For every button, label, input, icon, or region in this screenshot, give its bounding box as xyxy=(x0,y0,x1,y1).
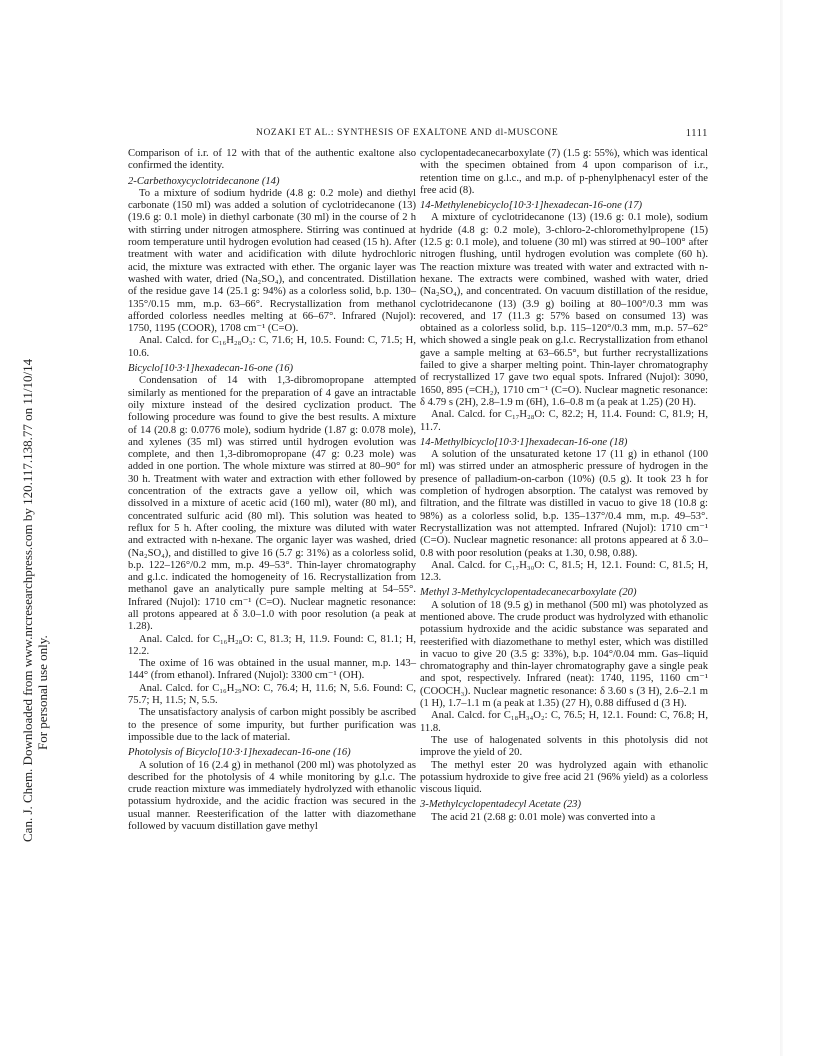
body-paragraph: A solution of 16 (2.4 g) in methanol (200 ml) was photolyzed as described for the photolysis of 4 while monitoring by g.l.c. The crude reaction mixture was immediately hydrolyzed with ethanolic potassium hydroxide, and the acidic fraction was secured in the usual manner. Reesterification of the latter with diazomethane followed by vacuum distillation gave methyl xyxy=(128,759,416,833)
scan-edge xyxy=(780,0,783,1056)
section-heading: 14-Methylbicyclo[10·3·1]hexadecan-16-one (18) xyxy=(420,436,628,448)
body-paragraph: A solution of the unsaturated ketone 17 (11 g) in ethanol (100 ml) was stirred under an atmospheric pressure of hydrogen in the presence of palladium-on-carbon (10%) (0.5 g). It took 23 h for completion of hydrogen absorption. The catalyst was removed by filtration, and the filtrate was distilled in vacuo to give 18 (10.8 g: 98%) as a colorless solid, b.p. 135–137°/0.4 mm, m.p. 49–53°. Recrystallization was not attempted. Infrared (Nujol): 1710 cm⁻¹ (C=O). Nuclear magnetic resonance: all protons appeared at δ 3.0–0.8 with poor resolution (peaks at 1.30, 0.98, 0.88). xyxy=(420,449,708,559)
body-paragraph: Anal. Calcd. for C₁₇H₂₈O: C, 82.2; H, 11.4. Found: C, 81.9; H, 11.7. xyxy=(420,409,708,433)
running-title: NOZAKI ET AL.: SYNTHESIS OF EXALTONE AND dl-MUSCONE xyxy=(256,128,559,138)
body-paragraph: The methyl ester 20 was hydrolyzed again with ethanolic potassium hydroxide to give free acid 21 (96% yield) as a colorless viscous liquid. xyxy=(420,759,708,796)
body-paragraph: Anal. Calcd. for C₁₆H₂₈O₃: C, 71.6; H, 10.5. Found: C, 71.5; H, 10.6. xyxy=(128,335,416,359)
section-heading: Methyl 3-Methylcyclopentadecanecarboxylate (20) xyxy=(420,587,637,599)
body-paragraph: To a mixture of sodium hydride (4.8 g: 0.2 mole) and diethyl carbonate (150 ml) was added a solution of cyclotridecanone (13) (19.6 g: 0.1 mole) in diethyl carbonate (30 ml) in the course of 2 h with stirring under nitrogen atmosphere. Stirring was continued at room temperature until hydrogen evolution had ceased (15 h). After treatment with water and acidification with dilute hydrochloric acid, the mixture was extracted with ether. The organic layer was washed with water, dried (Na₂SO₄), and concentrated. Distillation of the residue gave 14 (25.1 g: 94%) as a colorless solid, b.p. 130–135°/0.15 mm, m.p. 63–66°. Recrystallization from methanol afforded colorless needles melting at 66–67°. Infrared (Nujol): 1750, 1195 (COOR), 1708 cm⁻¹ (C=O). xyxy=(128,187,416,335)
section-heading: Bicyclo[10·3·1]hexadecan-16-one (16) xyxy=(128,363,294,375)
page-header xyxy=(128,128,708,142)
right-column xyxy=(420,148,708,824)
section-heading: 3-Methylcyclopentadecyl Acetate (23) xyxy=(420,799,581,811)
body-paragraph: Comparison of i.r. of 12 with that of the authentic exaltone also confirmed the identity. xyxy=(128,148,416,172)
body-paragraph: A mixture of cyclotridecanone (13) (19.6 g: 0.1 mole), sodium hydride (4.8 g: 0.2 mole), 3-chloro-2-chloromethylpropene (15) (12.5 g: 0.1 mole), and toluene (30 ml) was stirred at 90–100° after nitrogen flushing, until hydrogen evolution was complete (60 h). The reaction mixture was treated with water and extracted with n-hexane. The extracts were combined, washed with water, dried (Na₂SO₄), and concentrated. On vacuum distillation of the residue, cyclotridecanone (13) (3.9 g) boiling at 80–100°/0.3 mm was recovered, and 17 (11.3 g: 57% based on consumed 13) was obtained as a colorless solid, b.p. 115–120°/0.3 mm, m.p. 57–62° which showed a single peak on g.l.c. Recrystallization from ethanol gave a sample melting at 63–66.5°, but further recrystallizations failed to give a sharper melting point. Thin-layer chromatography of recrystallized 17 gave two equal spots. Infrared (Nujol): 3090, 1650, 895 (=CH₂), 1710 cm⁻¹ (C=O). Nuclear magnetic resonance: δ 4.79 s (2H), 2.8–1.9 m (6H), 1.6–0.8 m (a peak at 1.25) (20 H). xyxy=(420,212,708,408)
body-paragraph: The use of halogenated solvents in this photolysis did not improve the yield of 20. xyxy=(420,734,708,759)
download-watermark xyxy=(20,359,50,842)
body-paragraph: Anal. Calcd. for C₁₆H₂₈O: C, 81.3; H, 11.9. Found: C, 81.1; H, 12.2. xyxy=(128,633,416,657)
body-paragraph: The oxime of 16 was obtained in the usual manner, m.p. 143–144° (from ethanol). Infrared (Nujol): 3300 cm⁻¹ (OH). xyxy=(128,658,416,682)
watermark-line-1: Can. J. Chem. Downloaded from www.nrcresearchpress.com by 120.117.138.77 on 11/10/14 xyxy=(20,358,35,842)
body-paragraph: Anal. Calcd. for C₁₈H₃₄O₂: C, 76.5; H, 12.1. Found: C, 76.8; H, 11.8. xyxy=(420,710,708,734)
body-paragraph: Condensation of 14 with 1,3-dibromopropane attempted similarly as mentioned for the preparation of 4 gave an intractable oily mixture instead of the desired cyclization product. The following procedure was found to give the best results. A mixture of 14 (20.8 g: 0.0776 mole), sodium hydride (1.87 g: 0.078 mole), and xylenes (35 ml) was stirred until hydrogen evolution was complete, and then 1,3-dibromopropane (47 g: 0.23 mole) was added in one portion. The whole mixture was stirred at 80–90° for 30 h. Treatment with water and extraction with ether followed by concentration of the extracts gave a yellow oil, which was dissolved in a mixture of acetic acid (160 ml), water (80 ml), and concentrated sulfuric acid (80 ml). This solution was heated to reflux for 5 h. After cooling, the mixture was diluted with water and extracted with n-hexane. The organic layer was washed, dried (Na₂SO₄), and distilled to give 16 (5.7 g: 31%) as a colorless solid, b.p. 122–126°/0.2 mm, m.p. 49–53°. Thin-layer chromatography and g.l.c. indicated the homogeneity of 16. Recrystallization from methanol gave an analytically pure sample melting at 54–55°. Infrared (Nujol): 1710 cm⁻¹ (C=O). Nuclear magnetic resonance: all protons appeared at δ 3.0–1.0 with poor resolution (a peak at 1.28). xyxy=(128,375,416,633)
body-paragraph: A solution of 18 (9.5 g) in methanol (500 ml) was photolyzed as mentioned above. The crude product was hydrolyzed with ethanolic potassium hydroxide and the acidic substance was separated and reesterified with diazomethane to methyl ester, which was distilled in vacuo to give 20 (3.5 g: 33%), b.p. 104°/0.04 mm. Gas–liquid chromatography and thin-layer chromatography gave a single peak and spot, respectively. Infrared (neat): 1740, 1195, 1160 cm⁻¹ (COOCH₃). Nuclear magnetic resonance: δ 3.60 s (3 H), 2.6–2.1 m (1 H), 1.7–1.1 m (a peak at 1.35) (27 H), 0.88 diffused d (3 H). xyxy=(420,599,708,710)
body-paragraph: The unsatisfactory analysis of carbon might possibly be ascribed to the presence of some impurity, but further purification was impossible due to the lack of material. xyxy=(128,707,416,743)
body-paragraph: The acid 21 (2.68 g: 0.01 mole) was converted into a xyxy=(431,811,656,823)
section-heading: 14-Methylenebicyclo[10·3·1]hexadecan-16-one (17) xyxy=(420,200,643,212)
watermark-line-2: For personal use only. xyxy=(35,635,50,750)
body-paragraph: cyclopentadecanecarboxylate (7) (1.5 g: 55%), which was identical with the specimen obtained from 4 upon comparison of i.r., retention time on g.l.c., and m.p. of p-phenylphenacyl ester of the free acid (8). xyxy=(420,148,708,196)
section-heading: Photolysis of Bicyclo[10·3·1]hexadecan-16-one (16) xyxy=(128,747,351,759)
section-heading: 2-Carbethoxycyclotridecanone (14) xyxy=(128,175,280,187)
body-paragraph: Anal. Calcd. for C₁₇H₃₀O: C, 81.5; H, 12.1. Found: C, 81.5; H, 12.3. xyxy=(420,559,708,584)
body-paragraph: Anal. Calcd. for C₁₆H₂₉NO: C, 76.4; H, 11.6; N, 5.6. Found: C, 75.7; H, 11.5; N, 5.5. xyxy=(128,682,416,707)
left-column xyxy=(128,148,416,833)
page-number: 1111 xyxy=(685,128,708,139)
